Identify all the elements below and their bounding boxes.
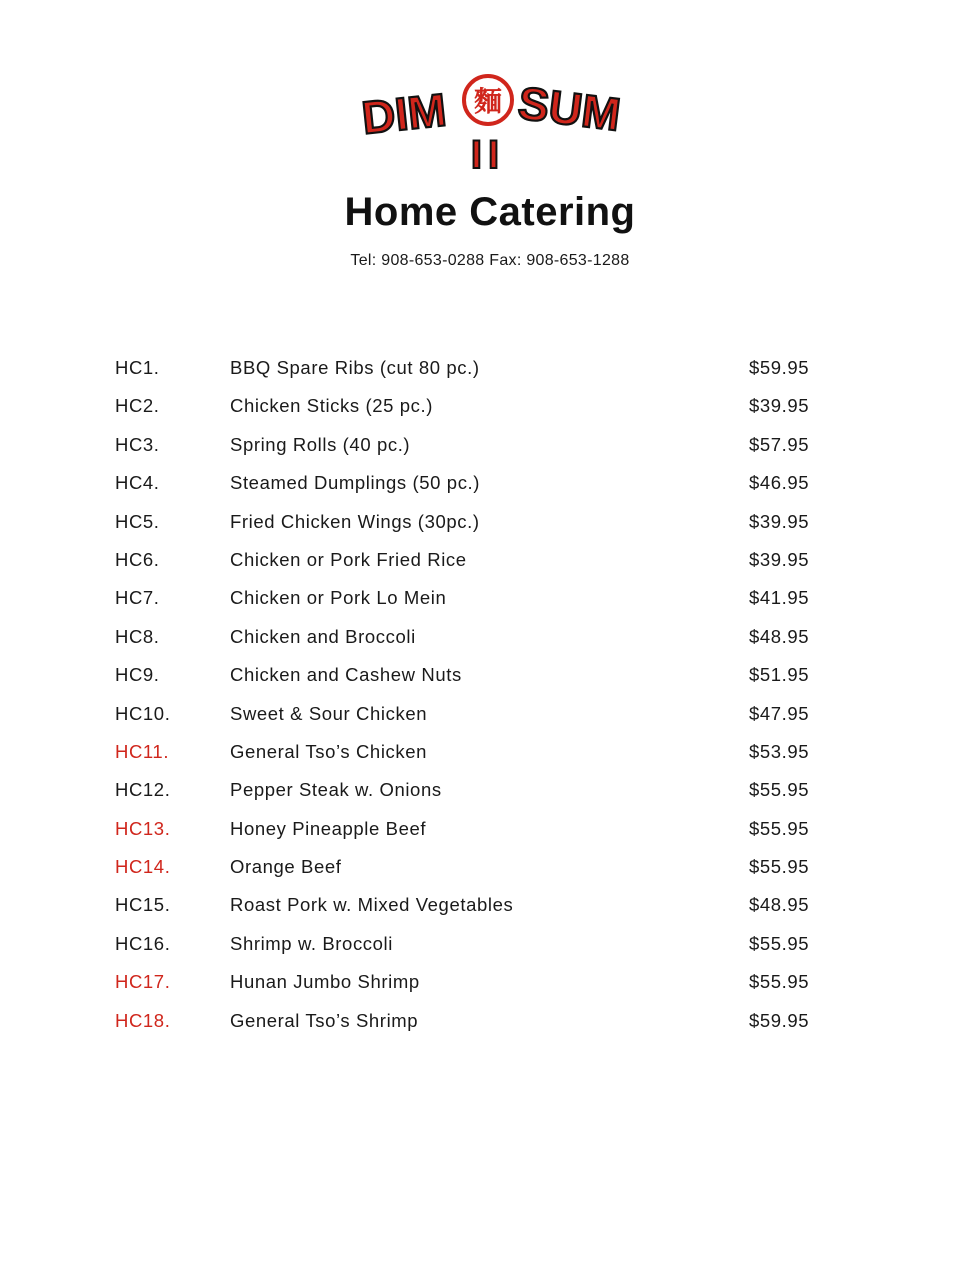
menu-item — [0, 695, 980, 733]
menu-item-code: HC12. — [115, 779, 171, 801]
menu-item-code: HC7. — [115, 587, 160, 609]
page-title: Home Catering — [344, 190, 636, 234]
menu-item-price: $39.95 — [749, 395, 810, 417]
menu-item-code: HC13. — [115, 817, 171, 839]
menu-item-code: HC17. — [115, 971, 171, 993]
menu-item — [0, 848, 980, 886]
menu-item — [0, 387, 980, 425]
menu-item-name: Fried Chicken Wings (30pc.) — [230, 510, 480, 532]
menu-item-name: Spring Rolls (40 pc.) — [230, 433, 411, 455]
menu-item-price: $55.95 — [749, 971, 810, 993]
menu-item-name: General Tso’s Chicken — [230, 740, 428, 762]
menu-item-code: HC5. — [115, 510, 160, 532]
menu-item-code: HC16. — [115, 932, 171, 954]
menu-item-name: Chicken and Broccoli — [230, 625, 416, 647]
menu-item — [0, 1002, 980, 1040]
menu-item — [0, 464, 980, 502]
menu-item — [0, 771, 980, 809]
menu-item — [0, 925, 980, 963]
catering-menu-list — [0, 349, 980, 1040]
menu-item-price: $55.95 — [749, 856, 810, 878]
menu-item-name: Pepper Steak w. Onions — [230, 779, 442, 801]
menu-item — [0, 733, 980, 771]
menu-item-price: $57.95 — [749, 433, 810, 455]
menu-item-price: $48.95 — [749, 625, 810, 647]
menu-item-price: $47.95 — [749, 702, 810, 724]
menu-item-price: $55.95 — [749, 817, 810, 839]
menu-item-price: $55.95 — [749, 779, 810, 801]
menu-item-price: $55.95 — [749, 932, 810, 954]
menu-item-code: HC3. — [115, 433, 160, 455]
menu-item-price: $53.95 — [749, 740, 810, 762]
menu-item-code: HC18. — [115, 1009, 171, 1031]
menu-item — [0, 810, 980, 848]
menu-item-price: $51.95 — [749, 664, 810, 686]
menu-item-name: Hunan Jumbo Shrimp — [230, 971, 420, 993]
menu-item-name: General Tso’s Shrimp — [230, 1009, 419, 1031]
menu-item-price: $59.95 — [749, 1009, 810, 1031]
menu-item-price: $59.95 — [749, 357, 810, 378]
menu-item-code: HC10. — [115, 702, 171, 724]
contact-info: Tel: 908-653-0288 Fax: 908-653-1288 — [350, 252, 630, 269]
menu-item-name: BBQ Spare Ribs (cut 80 pc.) — [230, 357, 480, 378]
menu-item-name: Chicken and Cashew Nuts — [230, 664, 462, 686]
menu-item-name: Chicken or Pork Fried Rice — [230, 548, 467, 570]
menu-item — [0, 656, 980, 694]
logo-word-sum: SUM — [515, 76, 624, 141]
menu-item — [0, 963, 980, 1001]
menu-item — [0, 618, 980, 656]
menu-item — [0, 426, 980, 464]
menu-item-price: $48.95 — [749, 894, 810, 916]
menu-item-code: HC9. — [115, 664, 160, 686]
menu-item-name: Honey Pineapple Beef — [230, 817, 427, 839]
menu-item-name: Chicken or Pork Lo Mein — [230, 587, 447, 609]
menu-item-code: HC15. — [115, 894, 171, 916]
menu-item-price: $39.95 — [749, 548, 810, 570]
menu-item — [0, 579, 980, 617]
menu-item-price: $41.95 — [749, 587, 810, 609]
menu-item-code: HC1. — [115, 357, 160, 378]
menu-item — [0, 541, 980, 579]
logo-subline: II — [470, 133, 506, 177]
menu-item-name: Steamed Dumplings (50 pc.) — [230, 472, 481, 494]
menu-item-code: HC4. — [115, 472, 160, 494]
menu-item-code: HC2. — [115, 395, 160, 417]
dim-sum-logo-graphic — [340, 60, 640, 180]
menu-item-code: HC8. — [115, 625, 160, 647]
menu-item-price: $46.95 — [749, 472, 810, 494]
menu-item-name: Orange Beef — [230, 856, 342, 878]
menu-item — [0, 886, 980, 924]
menu-item-name: Roast Pork w. Mixed Vegetables — [230, 894, 514, 916]
menu-item-code: HC6. — [115, 548, 160, 570]
logo-emblem-glyph: 麵 — [473, 85, 503, 118]
restaurant-logo — [340, 60, 640, 180]
menu-item-code: HC14. — [115, 856, 171, 878]
menu-item-name: Chicken Sticks (25 pc.) — [230, 395, 433, 417]
menu-item — [0, 503, 980, 541]
menu-item-code: HC11. — [115, 740, 170, 762]
menu-item — [0, 349, 980, 387]
menu-item-price: $39.95 — [749, 510, 810, 532]
menu-item-name: Shrimp w. Broccoli — [230, 932, 393, 954]
menu-item-name: Sweet & Sour Chicken — [230, 702, 428, 724]
logo-word-dim: DIM — [359, 83, 449, 144]
